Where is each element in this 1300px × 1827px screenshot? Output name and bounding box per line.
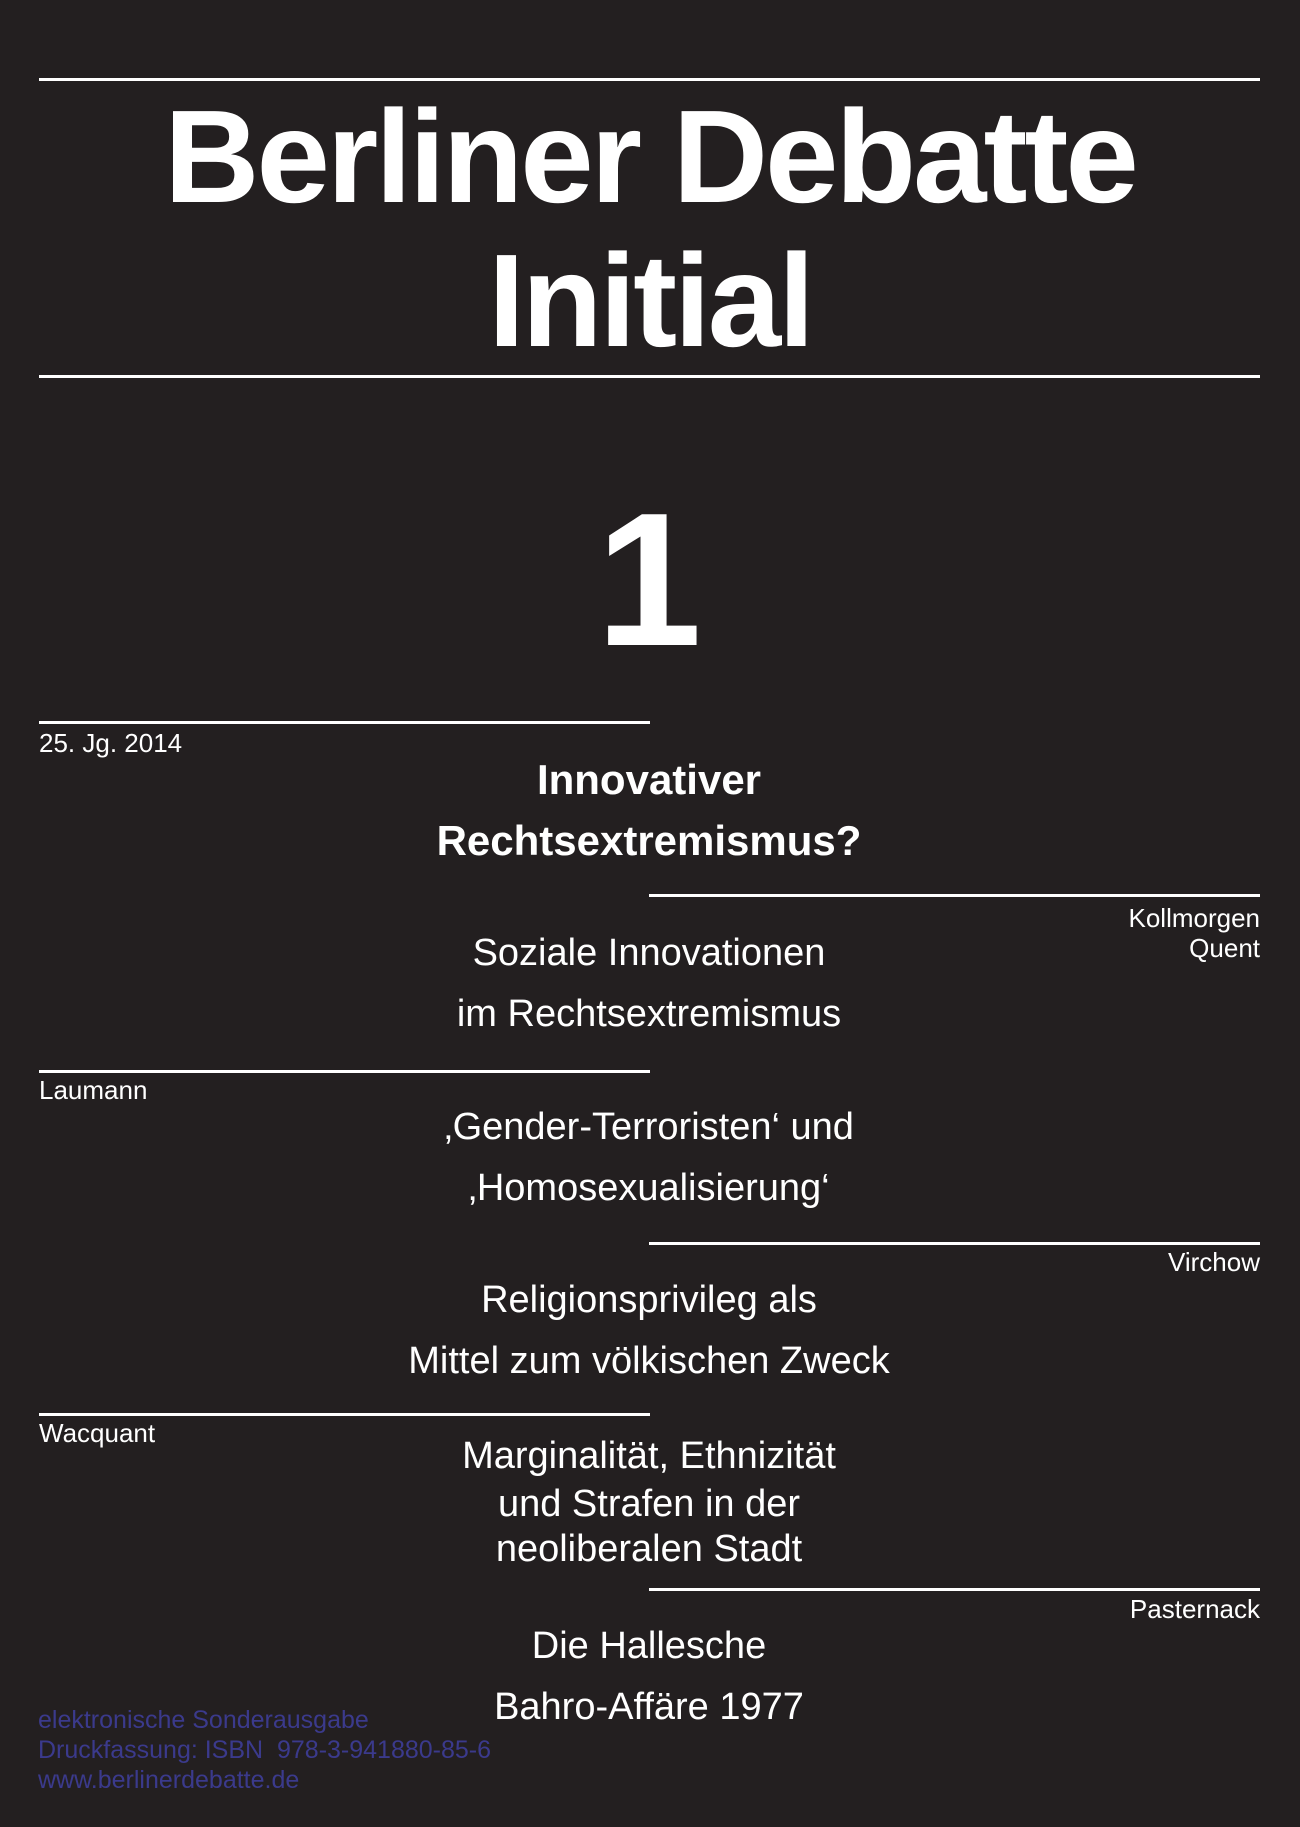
masthead-title-line1: Berliner Debatte bbox=[164, 83, 1136, 230]
author: Laumann bbox=[39, 1075, 148, 1105]
author: Pasternack bbox=[1129, 1594, 1260, 1624]
article-title: Marginalität, Ethnizität bbox=[462, 1435, 836, 1477]
article-title: neoliberalen Stadt bbox=[495, 1528, 803, 1570]
article-title: Bahro-Affäre 1977 bbox=[494, 1686, 804, 1728]
divider bbox=[39, 78, 1260, 81]
website-link[interactable]: www.berlinerdebatte.de bbox=[38, 1766, 300, 1794]
article-title: Religionsprivileg als bbox=[481, 1279, 817, 1321]
divider bbox=[39, 375, 1260, 378]
volume-year: 25. Jg. 2014 bbox=[39, 728, 183, 758]
issue-number: 1 bbox=[596, 474, 702, 686]
divider bbox=[39, 721, 650, 724]
article-title: und Strafen in der bbox=[497, 1483, 801, 1525]
author: Quent bbox=[1189, 933, 1260, 963]
theme-title-line1: Innovativer bbox=[536, 756, 762, 803]
article-title: ‚Homosexualisierung‘ bbox=[468, 1167, 830, 1209]
author: Wacquant bbox=[39, 1418, 156, 1448]
edition-note: elektronische Sonderausgabe bbox=[38, 1706, 369, 1734]
article-title: Die Hallesche bbox=[531, 1625, 767, 1667]
article-title: Mittel zum völkischen Zweck bbox=[408, 1340, 890, 1382]
isbn-note: Druckfassung: ISBN 978-3-941880-85-6 bbox=[38, 1736, 492, 1764]
author: Kollmorgen bbox=[1128, 903, 1260, 933]
theme-title-line2: Rechtsextremismus? bbox=[436, 817, 862, 864]
masthead-title-line2: Initial bbox=[488, 227, 812, 374]
divider bbox=[649, 894, 1260, 897]
article-title: ‚Gender-Terroristen‘ und bbox=[444, 1106, 854, 1148]
divider bbox=[649, 1588, 1260, 1591]
article-title: im Rechtsextremismus bbox=[456, 993, 842, 1035]
article-title: Soziale Innovationen bbox=[472, 932, 826, 974]
author: Virchow bbox=[1167, 1247, 1260, 1277]
